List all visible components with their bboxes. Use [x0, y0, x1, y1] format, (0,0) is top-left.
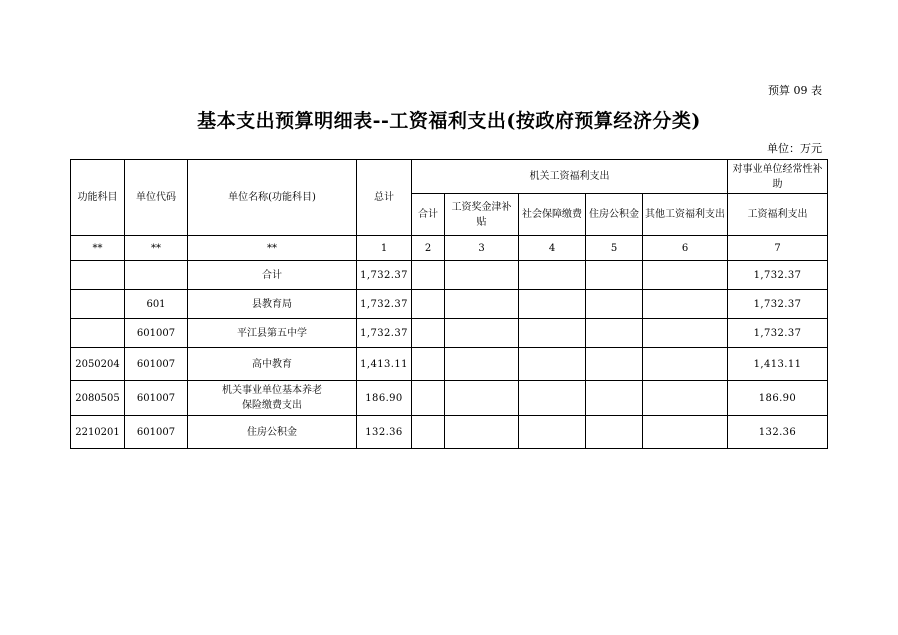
wage-bonus-cell: [445, 348, 519, 381]
unit-code-cell: 601007: [125, 381, 188, 416]
unit-code-cell: [125, 261, 188, 290]
index-cell: **: [188, 236, 357, 261]
subtotal-cell: [412, 290, 445, 319]
index-cell: 4: [519, 236, 586, 261]
index-cell: 3: [445, 236, 519, 261]
table-row: [71, 261, 828, 290]
housing-fund-cell: [586, 416, 643, 449]
unit-name-cell: 高中教育: [188, 348, 357, 381]
col-header-subsidy-wage: 工资福利支出: [728, 194, 828, 236]
table-row: [71, 290, 828, 319]
func-subject-cell: [71, 290, 125, 319]
other-wage-cell: [643, 290, 728, 319]
index-cell: **: [71, 236, 125, 261]
subsidy-wage-cell: 1,732.37: [728, 290, 828, 319]
unit-name-cell: 合计: [188, 261, 357, 290]
col-header-social-insurance: 社会保障缴费: [519, 194, 586, 236]
func-subject-cell: 2050204: [71, 348, 125, 381]
unit-name-cell: 平江县第五中学: [188, 319, 357, 348]
housing-fund-cell: [586, 319, 643, 348]
wage-bonus-cell: [445, 319, 519, 348]
func-subject-cell: 2210201: [71, 416, 125, 449]
unit-name-cell: 住房公积金: [188, 416, 357, 449]
other-wage-cell: [643, 261, 728, 290]
currency-unit: 单位：万元: [767, 142, 822, 155]
total-cell: 1,413.11: [357, 348, 412, 381]
wage-bonus-cell: [445, 416, 519, 449]
housing-fund-cell: [586, 261, 643, 290]
housing-fund-cell: [586, 381, 643, 416]
social-insurance-cell: [519, 261, 586, 290]
unit-name-cell: 机关事业单位基本养老保险缴费支出: [188, 381, 357, 416]
col-header-total: 总计: [357, 160, 412, 236]
unit-code-cell: 601007: [125, 348, 188, 381]
page-title: 基本支出预算明细表--工资福利支出(按政府预算经济分类): [197, 110, 701, 132]
col-header-unit-code: 单位代码: [125, 160, 188, 236]
unit-name-cell: 县教育局: [188, 290, 357, 319]
housing-fund-cell: [586, 290, 643, 319]
header-row-1: [71, 160, 828, 194]
total-cell: 1,732.37: [357, 290, 412, 319]
col-header-unit-name: 单位名称(功能科目): [188, 160, 357, 236]
total-cell: 186.90: [357, 381, 412, 416]
index-cell: 6: [643, 236, 728, 261]
index-cell: 5: [586, 236, 643, 261]
subsidy-wage-cell: 1,732.37: [728, 319, 828, 348]
unit-code-cell: 601007: [125, 319, 188, 348]
col-header-func-subject: 功能科目: [71, 160, 125, 236]
table-row: [71, 348, 828, 381]
index-row: [71, 236, 828, 261]
func-subject-cell: 2080505: [71, 381, 125, 416]
total-cell: 1,732.37: [357, 261, 412, 290]
col-header-housing-fund: 住房公积金: [586, 194, 643, 236]
subtotal-cell: [412, 319, 445, 348]
form-number: 预算 09 表: [768, 84, 822, 97]
subsidy-wage-cell: 1,413.11: [728, 348, 828, 381]
total-cell: 1,732.37: [357, 319, 412, 348]
table-row: [71, 416, 828, 449]
subtotal-cell: [412, 261, 445, 290]
col-header-agency-group: 机关工资福利支出: [412, 160, 728, 194]
wage-bonus-cell: [445, 381, 519, 416]
other-wage-cell: [643, 416, 728, 449]
subsidy-wage-cell: 186.90: [728, 381, 828, 416]
other-wage-cell: [643, 348, 728, 381]
index-cell: 1: [357, 236, 412, 261]
social-insurance-cell: [519, 348, 586, 381]
social-insurance-cell: [519, 290, 586, 319]
table-row: [71, 319, 828, 348]
index-cell: 2: [412, 236, 445, 261]
social-insurance-cell: [519, 416, 586, 449]
col-header-wage-bonus: 工资奖金津补贴: [445, 194, 519, 236]
subtotal-cell: [412, 416, 445, 449]
other-wage-cell: [643, 319, 728, 348]
index-cell: **: [125, 236, 188, 261]
social-insurance-cell: [519, 319, 586, 348]
func-subject-cell: [71, 319, 125, 348]
table-row: [71, 381, 828, 416]
social-insurance-cell: [519, 381, 586, 416]
wage-bonus-cell: [445, 290, 519, 319]
index-cell: 7: [728, 236, 828, 261]
unit-code-cell: 601007: [125, 416, 188, 449]
col-header-other-wage: 其他工资福利支出: [643, 194, 728, 236]
housing-fund-cell: [586, 348, 643, 381]
total-cell: 132.36: [357, 416, 412, 449]
func-subject-cell: [71, 261, 125, 290]
subtotal-cell: [412, 348, 445, 381]
subsidy-wage-cell: 1,732.37: [728, 261, 828, 290]
wage-bonus-cell: [445, 261, 519, 290]
subtotal-cell: [412, 381, 445, 416]
col-header-subsidy-group: 对事业单位经常性补助: [728, 160, 828, 194]
unit-code-cell: 601: [125, 290, 188, 319]
budget-detail-table: [70, 159, 828, 449]
col-header-sub-total: 合计: [412, 194, 445, 236]
subsidy-wage-cell: 132.36: [728, 416, 828, 449]
other-wage-cell: [643, 381, 728, 416]
